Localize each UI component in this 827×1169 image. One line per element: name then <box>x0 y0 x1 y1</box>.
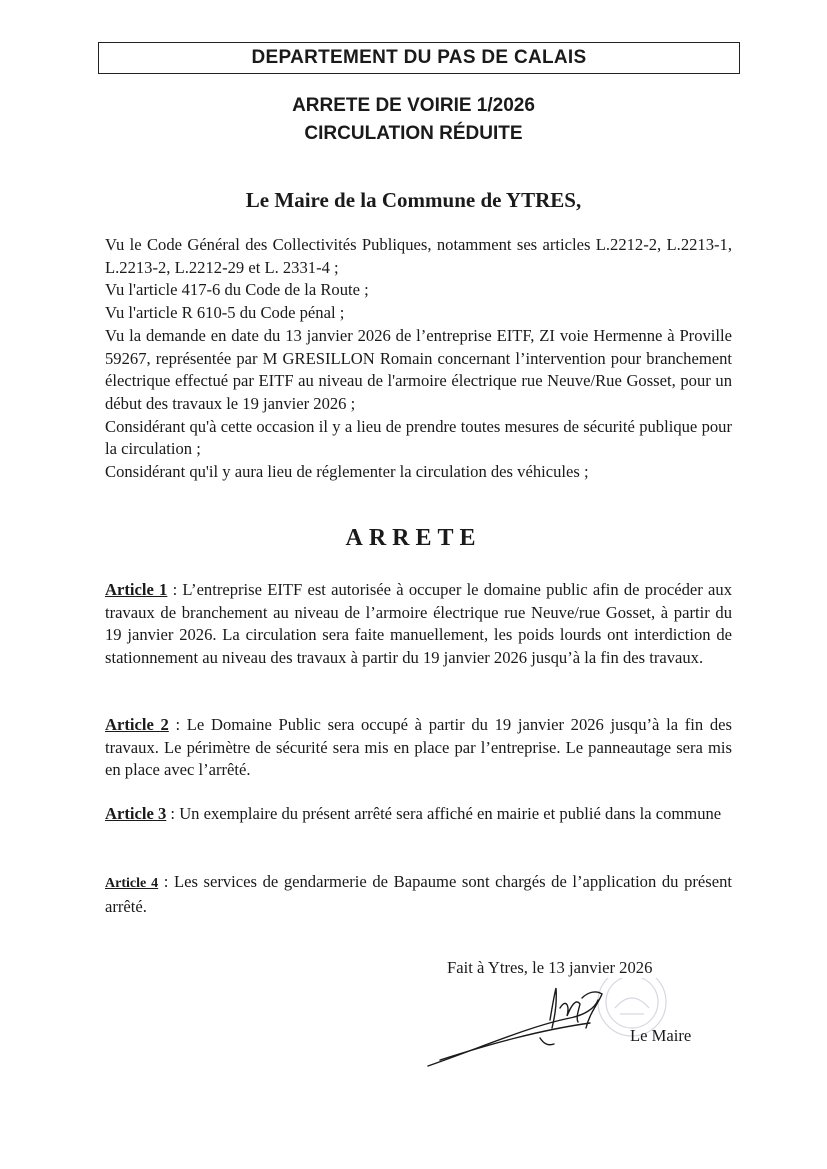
place-date: Fait à Ytres, le 13 janvier 2026 <box>447 958 653 977</box>
mayor-heading: Le Maire de la Commune de YTRES, <box>245 188 582 212</box>
article-2-label: Article 2 <box>105 715 169 734</box>
article-1-label: Article 1 <box>105 580 168 599</box>
signatory-title: Le Maire <box>630 1026 692 1045</box>
vu-code-collectivites: Vu le Code Général des Collectivités Publiques, notamment ses articles L.2212-2, L.2213-1, L.2213-2, L.2212-29 et L. 2331-4 ; <box>105 235 732 277</box>
article-4-text: : Les services de gendarmerie de Bapaume sont chargés de l’application du présent arrêté. <box>105 872 732 916</box>
article-1-text: : L’entreprise EITF est autorisée à occuper le domaine public afin de procéder aux travaux de branchement au niveau de l’armoire électrique rue Neuve/rue Gosset, à partir du 19 janvier 2026. La circulation sera faite manuellement, les poids lourds ont interdiction de stationnement au niveau des travaux à partir du 19 janvier 2026 jusqu’à la fin des travaux. <box>105 580 732 668</box>
signature <box>428 988 602 1066</box>
article-1 <box>105 579 732 670</box>
article-4 <box>105 871 732 918</box>
considerant-securite: Considérant qu'à cette occasion il y a lieu de prendre toutes mesures de sécurité publique pour la circulation ; <box>105 416 732 459</box>
article-3-text: : Un exemplaire du présent arrêté sera affiché en mairie et publié dans la commune <box>166 804 722 823</box>
article-2-text: : Le Domaine Public sera occupé à partir du 19 janvier 2026 jusqu’à la fin des travaux. Le périmètre de sécurité sera mis en place par l’entreprise. Le panneautage sera mis en place avec l’arrêté. <box>105 715 732 780</box>
article-2 <box>105 714 732 782</box>
decision-heading: ARRETE <box>345 525 482 551</box>
arrete-subject: CIRCULATION RÉDUITE <box>304 123 523 144</box>
arrete-title: ARRETE DE VOIRIE 1/2026 <box>292 95 535 116</box>
article-4-label: Article 4 <box>105 876 159 891</box>
article-3-label: Article 3 <box>105 804 167 823</box>
department-header: DEPARTEMENT DU PAS DE CALAIS <box>98 42 740 74</box>
article-3 <box>105 803 732 826</box>
preamble-block <box>105 234 732 484</box>
vu-demande: Vu la demande en date du 13 janvier 2026 de l’entreprise EITF, ZI voie Hermenne à Proville 59267, représentée par M GRESILLON Romain concernant l’intervention pour branchement électrique effectué par EITF au niveau de l'armoire électrique rue Neuve/Rue Gosset, pour un début des travaux le 19 janvier 2026 ; <box>105 325 732 413</box>
vu-code-route: Vu l'article 417-6 du Code de la Route ; <box>105 280 369 300</box>
considerant-circulation: Considérant qu'il y aura lieu de réglementer la circulation des véhicules ; <box>105 462 589 482</box>
vu-code-penal: Vu l'article R 610-5 du Code pénal ; <box>105 303 345 323</box>
